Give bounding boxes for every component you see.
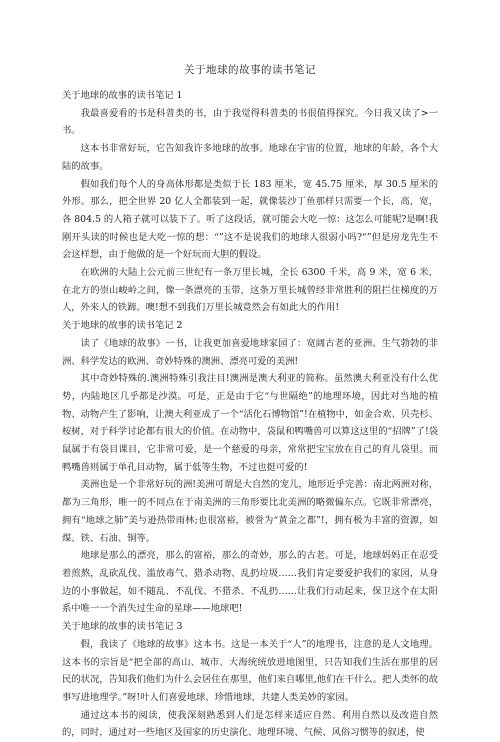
document-body: [62, 87, 438, 742]
paragraph: 在欧洲的大陆上公元前三世纪有一条万里长城，全长 6300 千米，高 9 米，宽 6 米，在北方的崇山峻岭之间，像一条漂亮的玉带，这条万里长城曾经非常胜利的阻拦住梯度的万人，外来人的铁蹄。噢!想不到我们万里长城竟然会有如此大的作用!: [62, 267, 438, 314]
section-heading: 关于地球的故事的读书笔记 3: [62, 621, 183, 633]
paragraph: 美洲也是一个非常好玩的洲!美洲可谓是大自然的宠儿，地形近乎完善：南北两洲对称，都为三角形，唯一的不同点在于南美洲的三角形要比北美洲的略微偏东点。它既非常漂亮，拥有“地球之肺”美与逊热带雨林;也很富裕，被誉为“黄金之都”!，拥有极为丰富的资源，如煤、铁、石油、铜等。: [62, 479, 438, 544]
paragraph: 地球是那么的漂亮，那么的富裕，那么的奇妙，那么的古老。可是，地球妈妈正在忍受着煎熬，乱砍乱伐、滥放毒气、猎杀动物、乱扔垃圾……我们肯定要爱护我们的家园，从身边的小事做起，如不随乱、不乱伐、不猎杀、不乱扔……让我们行动起来，保卫这个在太阳系中唯一一个消失过生命的星球——地球吧!: [62, 550, 438, 615]
paragraph: 假如我们每个人的身高体形都是类似于长 183 厘米，宽 45.75 厘米，厚 30.5 厘米的外形。那么，把全世界 20 亿人全都装到一起，就像装沙丁鱼那样只需要一个长，高，宽，各 804.5 的人箱子就可以装下了。听了这段话，就可能会大吃一惊：这怎么可能呢?是啊!我刚开头读的时候也是大吃一惊的想：“”这不是说我们的地球人很弱小吗?“”但是房龙先生不会这样想，由于他做的是一个好玩而大胆的假设。: [62, 178, 438, 261]
paragraph: 通过这本书的阅读，使我深刻熟悉到人们是怎样来适应自然、利用自然以及改造自然的，同时，通过对一些地区及国家的历史演化、地理环境、气候、风俗习惯等的叙述，使: [62, 709, 438, 739]
paragraph: 假，我读了《地球的故事》这本书。这是一本关于“人”的地理书，注意的是人文地理。这本书的宗旨是“把全部的高山、城市、大海统统放进地图里，只告知我们生活在那里的居民的状况，告知我们他们为什么会居住在那里，他们来自哪里,他们在干什么。把人类怀的故事写进地理学。”呀!叶人们喜爱地球、珍惜地球，共建人类美妙的家园。: [62, 638, 438, 703]
paragraph: 其中奇妙特殊的.澳洲特殊引我注目!澳洲是澳大利亚的简称。虽然澳大利亚没有什么优势，内陆地区几乎都是沙漠。可是，正是由于它“与世隔绝”的地理环境，因此对当地的植物、动物产生了影响，让澳大利亚成了一个“活化石博物馆”!在植物中，如金合欢、贝壳杉、桉树，对于科学讨论都有很大的价值。在动物中，袋鼠和鸭嘴兽可以算这这里的“招牌”了!袋鼠属于有袋目课目，它非常可爱，是一个慈爱的母亲，常常把宝宝放在自己的育儿袋里。而鸭嘴兽则属于单孔目动物，属于低等生物，不过也挺可爱的!: [62, 373, 438, 473]
section-heading: 关于地球的故事的读书笔记 1: [62, 90, 183, 101]
section-heading: 关于地球的故事的读书笔记 2: [62, 320, 183, 332]
document-title: 关于地球的故事的读书笔记: [184, 64, 316, 76]
paragraph: 读了《地球的故事》一书，让我更加喜爱地球家园了：宽阔古老的亚洲、生气勃勃的非洲、科学发达的欧洲、奇妙特殊的澳洲、漂亮可爱的美洲!: [62, 337, 438, 367]
paragraph: 这本书非常好玩，它告知我许多地球的故事。地球在宇宙的位置，地球的年龄，各个大陆的故事。: [62, 143, 438, 172]
paragraph: 我最喜爱看的书是科普类的书，由于我觉得科普类的书很值得探究。今日我又读了>一书。: [62, 107, 438, 137]
